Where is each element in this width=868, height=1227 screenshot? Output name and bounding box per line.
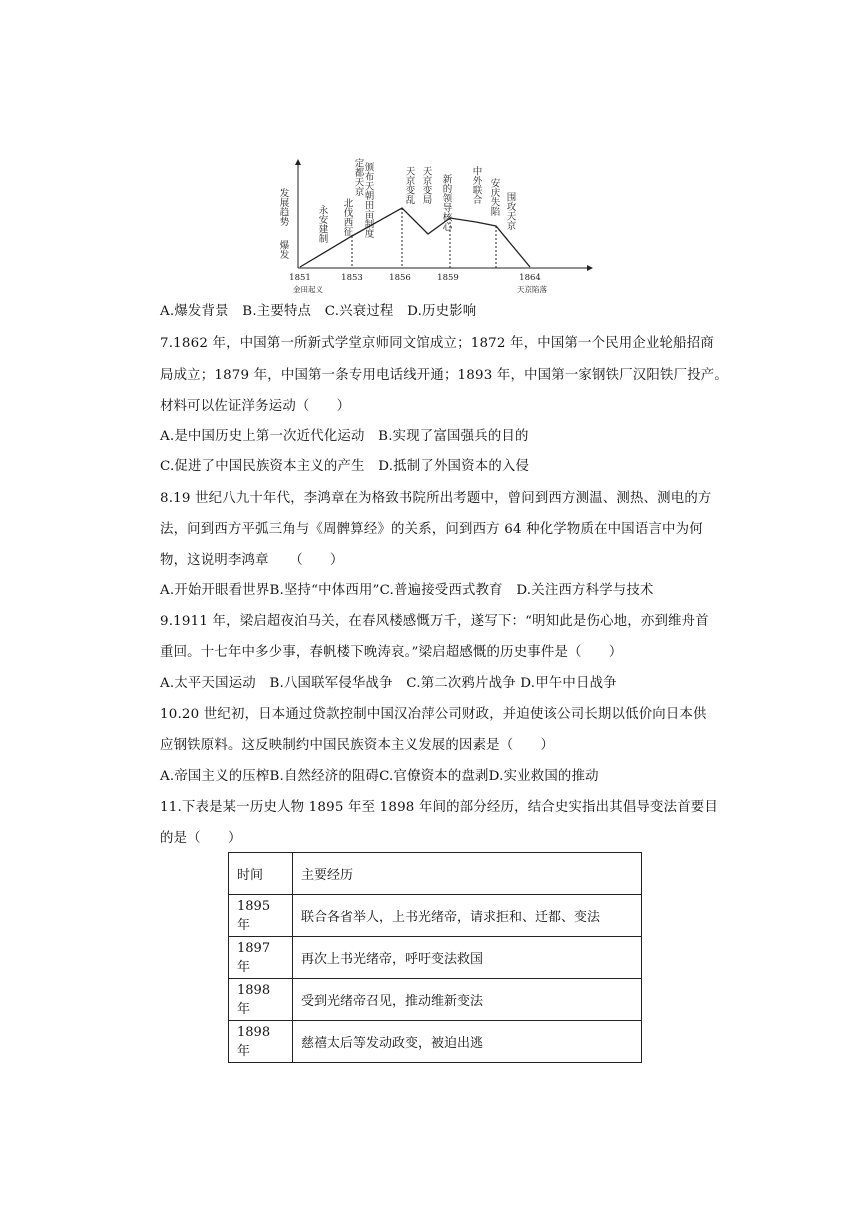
q7-line-3: 材料可以佐证洋务运动（ ） <box>160 399 351 414</box>
table-cell-event: 联合各省举人，上书光绪帝，请求拒和、迁都、变法 <box>293 895 642 937</box>
y-mark-label: 爆发 <box>277 240 289 259</box>
q8-line-3: 物，这说明李鸿章 （ ） <box>160 553 344 568</box>
q9-options-1: A.太平天国运动 B.八国联军侵华战争 C.第二次鸦片战争 D.甲午中日战争 <box>160 676 617 691</box>
q6-options: A.爆发背景 B.主要特点 C.兴衰过程 D.历史影响 <box>160 304 477 319</box>
event-label: 中外联合 <box>470 166 482 204</box>
event-label: 永安建制 <box>316 205 328 243</box>
table-row <box>229 1021 642 1063</box>
event-label: 天京变乱 <box>403 166 415 204</box>
q7-options-1: A.是中国历史上第一次近代化运动 B.实现了富国强兵的目的 <box>160 429 529 444</box>
table-cell-year: 1895 年 <box>229 895 293 937</box>
q7-options-2: C.促进了中国民族资本主义的产生 D.抵制了外国资本的入侵 <box>160 459 530 474</box>
x-tick-label: 1851 <box>289 273 311 283</box>
x-tick-label: 1853 <box>341 273 363 283</box>
q8-options-1: A.开始开眼看世界B.坚持“中体西用”C.普遍接受西式教育 D.关注西方科学与技术 <box>160 583 654 598</box>
table-cell-event: 慈禧太后等发动政变，被迫出逃 <box>293 1021 642 1063</box>
trend-chart <box>270 150 600 298</box>
table-cell-year: 1898 年 <box>229 1021 293 1063</box>
q10-line-1: 10.20 世纪初，日本通过贷款控制中国汉冶萍公司财政，并迫使该公司长期以低价向日本供 <box>160 707 707 722</box>
event-label: 定都天京 <box>352 158 364 196</box>
table-cell-year: 1897 年 <box>229 937 293 979</box>
table-header-cell: 主要经历 <box>293 853 642 895</box>
event-label: 安庆失陷 <box>488 178 500 216</box>
q8-line-2: 法，问到西方平弧三角与《周髀算经》的关系，问到西方 64 种化学物质在中国语言中为何 <box>160 522 703 537</box>
table-header-row <box>229 853 642 895</box>
event-label: 新的领导核心 <box>440 174 452 231</box>
event-label: 天京变局 <box>420 166 432 204</box>
q10-options-1: A.帝国主义的压榨B.自然经济的阻碍C.官僚资本的盘剥D.实业救国的推动 <box>160 769 599 784</box>
history-table <box>228 852 642 1063</box>
event-label: 围攻天京 <box>504 192 516 230</box>
q7-line-1: 7.1862 年，中国第一所新式学堂京师同文馆成立；1872 年，中国第一个民用企业轮船招商 <box>160 336 714 351</box>
table-header-cell: 时间 <box>229 853 293 895</box>
start-label: 金田起义 <box>293 285 323 294</box>
table-cell-event: 受到光绪帝召见，推动维新变法 <box>293 979 642 1021</box>
table-row <box>229 895 642 937</box>
q11-line-2: 的是（ ） <box>160 831 242 846</box>
q8-line-1: 8.19 世纪八九十年代，李鸿章在为格致书院所出考题中，曾问到西方测温、测热、测电的方 <box>160 491 712 506</box>
q9-line-1: 9.1911 年，梁启超夜泊马关，在春风楼感慨万千，遂写下：“明知此是伤心地，亦到维舟首 <box>160 614 709 629</box>
table-cell-year: 1898 年 <box>229 979 293 1021</box>
x-tick-label: 1859 <box>437 273 459 283</box>
table-cell-event: 再次上书光绪帝，呼吁变法救国 <box>293 937 642 979</box>
end-label: 天京陷落 <box>517 285 547 294</box>
q10-line-2: 应钢铁原料。这反映制约中国民族资本主义发展的因素是（ ） <box>160 738 555 753</box>
q11-line-1: 11.下表是某一历史人物 1895 年至 1898 年间的部分经历，结合史实指出其倡导变法首要目 <box>160 800 718 815</box>
trend-figure <box>270 150 600 298</box>
event-label: 北伐西征 <box>341 198 353 236</box>
q9-line-2: 重回。十七年中多少事，春帆楼下晚涛哀。”梁启超感慨的历史事件是（ ） <box>160 645 623 660</box>
x-tick-label: 1864 <box>519 273 541 283</box>
event-label: 颁布天朝田亩制度 <box>362 162 374 238</box>
table-row <box>229 937 642 979</box>
y-axis-label: 发展趋势 <box>277 188 289 226</box>
x-tick-label: 1856 <box>389 273 411 283</box>
table-row <box>229 979 642 1021</box>
q7-line-2: 局成立；1879 年，中国第一条专用电话线开通；1893 年，中国第一家钢铁厂汉阳铁厂投产。 <box>160 368 728 383</box>
